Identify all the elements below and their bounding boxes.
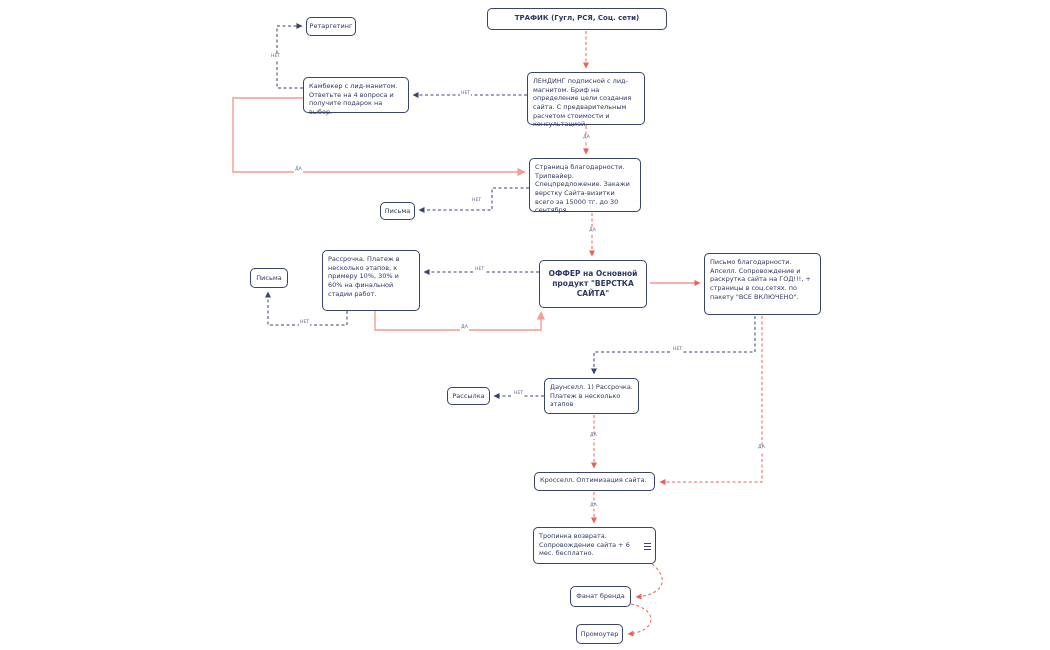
edge-label-no: НЕТ bbox=[472, 198, 482, 203]
node-promoter[interactable]: Промоутер bbox=[576, 624, 623, 644]
node-thankyou-letter[interactable]: Письмо благодарности. Апселл. Сопровождение и раскрутка сайта на ГОД!!!, + страницы в соц.сетях. по пакету "ВСЕ ВКЛЮЧЕНО". bbox=[704, 253, 821, 315]
node-mailing[interactable]: Рассылка bbox=[447, 387, 490, 405]
node-crosssell[interactable]: Кросселл. Оптимизация сайта. bbox=[534, 472, 655, 491]
edge-label-no: НЕТ bbox=[514, 391, 524, 396]
node-retargeting[interactable]: Ретаргетинг bbox=[306, 17, 356, 36]
edge-label-no: НЕТ bbox=[300, 320, 310, 325]
edge-label-no: НЕТ bbox=[673, 347, 683, 352]
edge-label-yes: ДА bbox=[583, 135, 590, 140]
edge-label-yes: ДА bbox=[590, 503, 597, 508]
node-return-path-label: Тропинка возврата. Сопровождение сайта + 6 мес. бесплатно. bbox=[539, 532, 630, 558]
edge-label-no: НЕТ bbox=[461, 91, 471, 96]
node-letters-left[interactable]: Письма bbox=[250, 268, 288, 288]
edge-label-yes: ДА bbox=[590, 433, 597, 438]
edge-label-no: НЕТ bbox=[475, 267, 485, 272]
node-letters-top[interactable]: Письма bbox=[380, 202, 415, 220]
node-comebacker[interactable]: Камбекер с лид-манитом. Ответьте на 4 вопроса и получите подарок на выбор. bbox=[303, 77, 409, 113]
notes-icon bbox=[644, 541, 651, 550]
edge-label-yes: ДА bbox=[461, 325, 468, 330]
node-installment[interactable]: Рассрочка. Платеж в несколько этапов, к примеру 10%, 30% и 60% на финальной стадии работ. bbox=[322, 250, 420, 311]
node-offer[interactable]: ОФФЕР на Основной продукт "ВЕРСТКА САЙТА" bbox=[539, 260, 647, 308]
node-return-path[interactable] bbox=[533, 527, 656, 564]
edge-label-yes: ДА bbox=[758, 445, 765, 450]
node-landing[interactable]: ЛЕНДИНГ подписной с лид-магнитом. Бриф на определение цели создания сайта. С предварительным расчетом стоимости и консультацией. bbox=[527, 72, 645, 125]
node-downsell[interactable]: Даунселл. 1) Рассрочка. Платеж в несколько этапов bbox=[544, 378, 639, 414]
edge-label-yes: ДА bbox=[589, 228, 596, 233]
edge-label-yes: ДА bbox=[295, 167, 302, 172]
node-thankyou-page[interactable]: Страница благодарности. Трипвайер. Спецпредложение. Закажи верстку Сайта-визитки всего за 15000 тг. до 30 сентября. bbox=[529, 158, 641, 212]
node-brand-fan[interactable]: Фанат бренда bbox=[570, 586, 631, 607]
node-traffic[interactable]: ТРАФИК (Гугл, РСЯ, Соц. сети) bbox=[487, 8, 667, 30]
edge-label-no: НЕТ bbox=[271, 54, 281, 59]
